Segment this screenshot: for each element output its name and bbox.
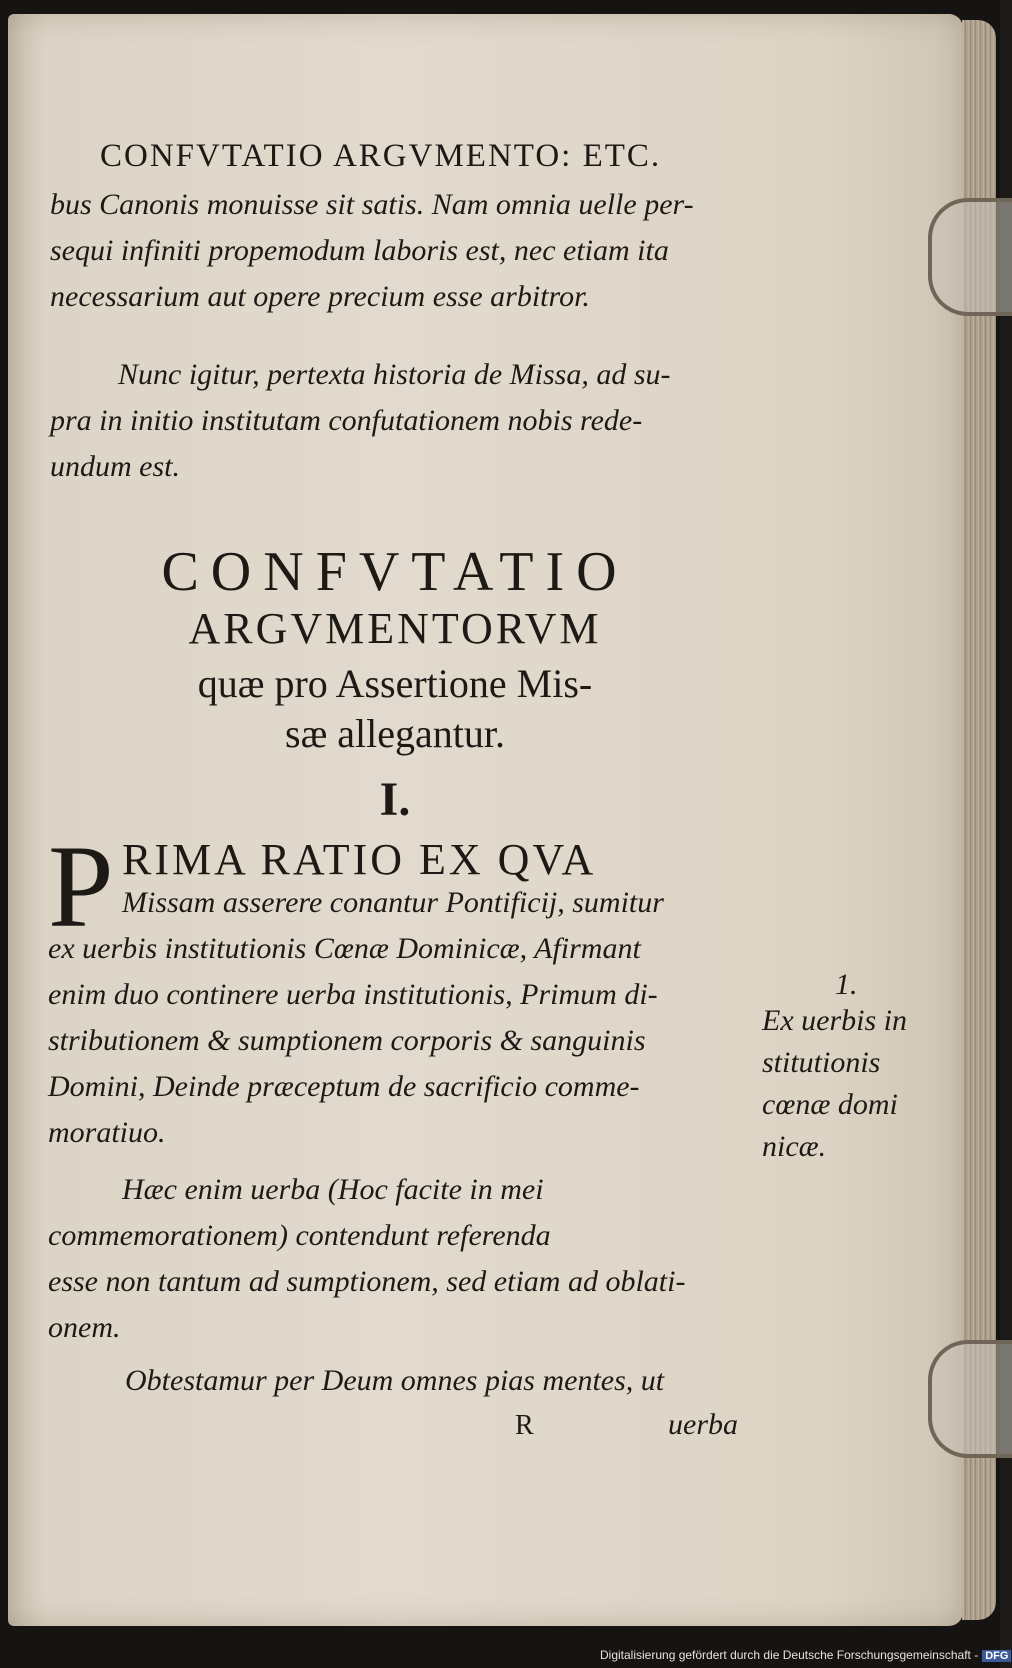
section-title-line2: ARGVMENTORVM: [188, 604, 602, 653]
body-line: Hæc enim uerba (Hoc facite in mei: [122, 1173, 544, 1206]
margin-note-number: 1.: [835, 968, 858, 1001]
section-title-line1: CONFVTATIO: [161, 541, 629, 603]
margin-note-line: Ex uerbis in: [762, 1004, 907, 1037]
paragraph-line: Nunc igitur, pertexta historia de Missa, ad su-: [118, 358, 671, 391]
body-line: Domini, Deinde præceptum de sacrificio comme-: [48, 1070, 640, 1103]
running-header: CONFVTATIO ARGVMENTO: ETC.: [100, 138, 662, 174]
body-line: moratiuo.: [48, 1116, 166, 1149]
paragraph-line: pra in initio institutam confutationem nobis rede-: [50, 404, 643, 437]
footer-text: Digitalisierung gefördert durch die Deutsche Forschungsgemeinschaft -: [600, 1648, 979, 1662]
dfg-logo: DFG: [982, 1650, 1011, 1662]
drop-capital: P: [48, 821, 114, 952]
intro-line: necessarium aut opere precium esse arbitror.: [50, 280, 590, 313]
signature-mark: R: [515, 1410, 534, 1441]
intro-line: sequi infiniti propemodum laboris est, nec etiam ita: [50, 234, 669, 267]
body-line: stributionem & sumptionem corporis & sanguinis: [48, 1024, 646, 1057]
section-title-line3: quæ pro Assertione Mis-: [197, 661, 593, 706]
section-number: I.: [379, 773, 411, 826]
funding-footer: [600, 1648, 1011, 1662]
section-title-line4: sæ allegantur.: [285, 711, 505, 756]
margin-note-line: stitutionis: [762, 1046, 881, 1079]
body-line: ex uerbis institutionis Cœnæ Dominicæ, Afirmant: [48, 932, 641, 965]
intro-line: bus Canonis monuisse sit satis. Nam omnia uelle per-: [50, 188, 694, 221]
margin-note-line: cœnæ domi: [762, 1088, 898, 1121]
margin-note-line: nicæ.: [762, 1130, 827, 1163]
paragraph-line: undum est.: [50, 450, 180, 483]
body-line: enim duo continere uerba institutionis, Primum di-: [48, 978, 658, 1011]
catchword: uerba: [668, 1408, 738, 1441]
clasp-tab-upper: [928, 198, 1012, 316]
body-line: Missam asserere conantur Pontificij, sumitur: [122, 886, 664, 919]
body-line: commemorationem) contendunt referenda: [48, 1219, 551, 1252]
body-line: esse non tantum ad sumptionem, sed etiam ad oblati-: [48, 1265, 686, 1298]
body-line: Obtestamur per Deum omnes pias mentes, ut: [125, 1364, 665, 1397]
clasp-tab-lower: [928, 1340, 1012, 1458]
body-line: onem.: [48, 1311, 121, 1344]
opening-capitals: RIMA RATIO EX QVA: [122, 835, 597, 884]
